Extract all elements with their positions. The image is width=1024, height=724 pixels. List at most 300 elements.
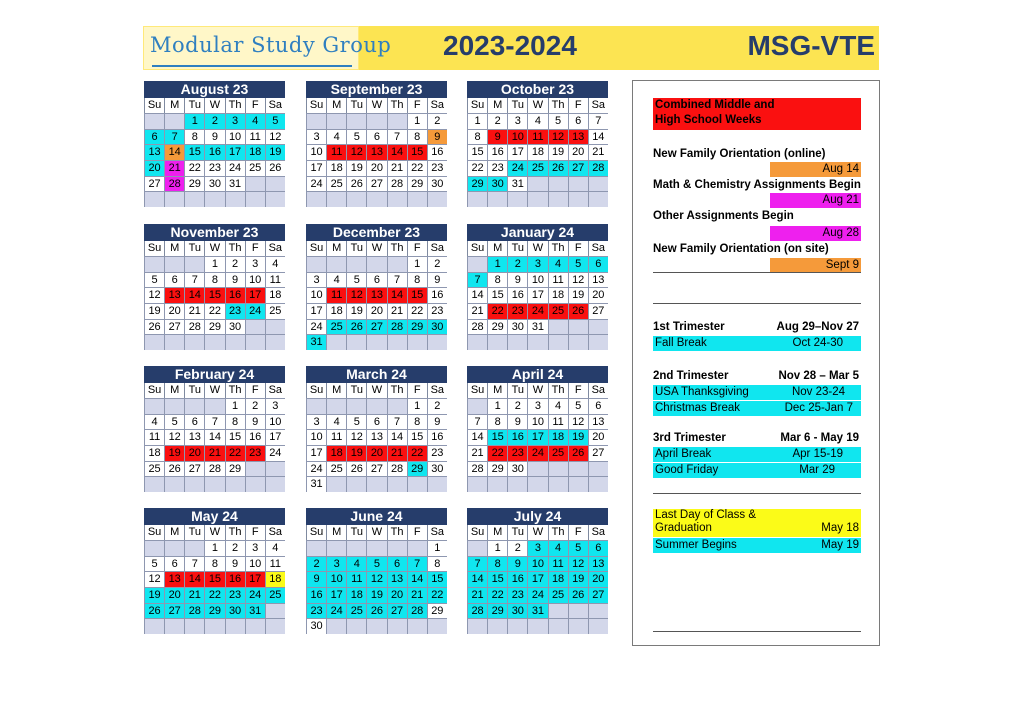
empty-day-cell	[527, 176, 547, 192]
day-cell: 11	[326, 287, 346, 303]
day-cell: 30	[507, 461, 527, 477]
empty-day-cell	[588, 176, 608, 192]
day-cell: 31	[527, 603, 547, 619]
day-cell: 17	[306, 445, 326, 461]
day-cell: 11	[548, 556, 568, 572]
nfo-online-label: New Family Orientation (online)	[653, 148, 826, 160]
day-cell: 7	[164, 129, 184, 145]
day-cell: 18	[265, 287, 285, 303]
day-cell: 11	[326, 429, 346, 445]
day-cell: 21	[184, 587, 204, 603]
day-cell: 9	[245, 414, 265, 430]
day-cell: 29	[184, 176, 204, 192]
day-cell: 18	[144, 445, 164, 461]
day-cell: 10	[507, 129, 527, 145]
day-cell: 22	[204, 587, 224, 603]
day-cell: 15	[407, 144, 427, 160]
empty-day-cell	[346, 191, 366, 207]
day-cell: 27	[164, 603, 184, 619]
month-title: August 23	[144, 81, 285, 98]
day-cell: 1	[427, 540, 447, 556]
day-cell: 13	[164, 287, 184, 303]
last-day-date: May 18	[821, 522, 859, 534]
empty-day-cell	[588, 461, 608, 477]
combined-weeks-label-1: Combined Middle and	[655, 99, 775, 111]
empty-day-cell	[588, 476, 608, 492]
empty-day-cell	[387, 334, 407, 350]
day-cell: 23	[225, 587, 245, 603]
day-cell: 24	[306, 461, 326, 477]
day-cell: 28	[407, 603, 427, 619]
day-cell: 25	[265, 303, 285, 319]
day-cell: 6	[366, 129, 386, 145]
day-cell: 1	[407, 113, 427, 129]
header-banner	[143, 26, 879, 70]
logo-underline	[152, 65, 352, 67]
empty-day-cell	[527, 461, 547, 477]
day-cell: 12	[265, 129, 285, 145]
month-grid	[306, 241, 447, 350]
day-cell: 24	[225, 160, 245, 176]
month-grid	[144, 98, 285, 207]
divider	[653, 493, 861, 494]
day-cell: 18	[346, 587, 366, 603]
day-cell: 9	[306, 571, 326, 587]
empty-day-cell	[346, 398, 366, 414]
divider	[653, 631, 861, 632]
nfo-site-date: Sept 9	[825, 259, 859, 271]
day-cell: 24	[527, 587, 547, 603]
day-cell: 23	[427, 303, 447, 319]
day-cell: 19	[346, 160, 366, 176]
day-cell: 10	[265, 414, 285, 430]
weekday-header: Tu	[184, 241, 204, 256]
day-cell: 14	[588, 129, 608, 145]
day-cell: 6	[588, 540, 608, 556]
empty-day-cell	[467, 256, 487, 272]
day-cell: 27	[588, 587, 608, 603]
day-cell: 12	[568, 414, 588, 430]
day-cell: 20	[588, 571, 608, 587]
day-cell: 5	[164, 414, 184, 430]
logo	[143, 26, 392, 70]
day-cell: 31	[527, 319, 547, 335]
day-cell: 1	[487, 398, 507, 414]
day-cell: 8	[225, 414, 245, 430]
day-cell: 7	[387, 414, 407, 430]
day-cell: 26	[144, 319, 164, 335]
day-cell: 22	[407, 160, 427, 176]
day-cell: 19	[144, 303, 164, 319]
day-cell: 3	[306, 414, 326, 430]
day-cell: 17	[265, 429, 285, 445]
day-cell: 26	[568, 587, 588, 603]
weekday-header: W	[204, 525, 224, 540]
day-cell: 21	[467, 303, 487, 319]
day-cell: 22	[467, 160, 487, 176]
empty-day-cell	[184, 618, 204, 634]
day-cell: 6	[184, 414, 204, 430]
empty-day-cell	[144, 540, 164, 556]
day-cell: 23	[507, 587, 527, 603]
good-friday-bar	[653, 463, 861, 478]
weekday-header: W	[204, 241, 224, 256]
day-cell: 15	[407, 429, 427, 445]
empty-day-cell	[144, 398, 164, 414]
day-cell: 25	[326, 176, 346, 192]
day-cell: 13	[588, 272, 608, 288]
empty-day-cell	[507, 334, 527, 350]
empty-day-cell	[326, 113, 346, 129]
weekday-header: Sa	[588, 241, 608, 256]
day-cell: 18	[326, 160, 346, 176]
empty-day-cell	[527, 476, 547, 492]
day-cell: 18	[245, 144, 265, 160]
day-cell: 19	[346, 303, 366, 319]
month-grid	[144, 383, 285, 492]
day-cell: 11	[265, 556, 285, 572]
day-cell: 1	[407, 256, 427, 272]
day-cell: 7	[407, 556, 427, 572]
nfo-online-date-bar	[770, 162, 861, 177]
empty-day-cell	[164, 191, 184, 207]
day-cell: 15	[467, 144, 487, 160]
day-cell: 7	[204, 414, 224, 430]
day-cell: 18	[548, 571, 568, 587]
day-cell: 13	[164, 571, 184, 587]
day-cell: 6	[568, 113, 588, 129]
combined-weeks-label-2: High School Weeks	[655, 114, 762, 126]
empty-day-cell	[326, 540, 346, 556]
day-cell: 21	[407, 587, 427, 603]
day-cell: 26	[346, 461, 366, 477]
day-cell: 1	[467, 113, 487, 129]
day-cell: 30	[427, 461, 447, 477]
fall-break-label: Fall Break	[655, 337, 707, 349]
day-cell: 8	[487, 556, 507, 572]
day-cell: 10	[245, 556, 265, 572]
day-cell: 24	[245, 587, 265, 603]
weekday-header: W	[204, 98, 224, 113]
day-cell: 9	[507, 272, 527, 288]
weekday-header: Tu	[184, 525, 204, 540]
empty-day-cell	[265, 334, 285, 350]
empty-day-cell	[265, 618, 285, 634]
day-cell: 7	[387, 272, 407, 288]
day-cell: 16	[204, 144, 224, 160]
weekday-header: Th	[548, 383, 568, 398]
empty-day-cell	[407, 618, 427, 634]
day-cell: 26	[366, 603, 386, 619]
day-cell: 4	[265, 540, 285, 556]
day-cell: 22	[487, 303, 507, 319]
day-cell: 31	[306, 476, 326, 492]
empty-day-cell	[204, 618, 224, 634]
day-cell: 20	[366, 445, 386, 461]
empty-day-cell	[245, 461, 265, 477]
trimester-2-dates: Nov 28 – Mar 5	[778, 370, 859, 382]
day-cell: 7	[467, 414, 487, 430]
day-cell: 24	[507, 160, 527, 176]
legend-panel	[632, 80, 880, 646]
empty-day-cell	[568, 319, 588, 335]
empty-day-cell	[265, 176, 285, 192]
month-grid	[306, 383, 447, 492]
other-assignments-label: Other Assignments Begin	[653, 210, 794, 222]
empty-day-cell	[467, 618, 487, 634]
nfo-site-date-bar	[770, 258, 861, 273]
empty-day-cell	[467, 191, 487, 207]
month-title: November 23	[144, 224, 285, 241]
empty-day-cell	[306, 191, 326, 207]
empty-day-cell	[326, 191, 346, 207]
weekday-header: W	[366, 525, 386, 540]
day-cell: 22	[487, 587, 507, 603]
weekday-header: F	[568, 98, 588, 113]
day-cell: 24	[265, 445, 285, 461]
trimester-1-dates: Aug 29–Nov 27	[776, 321, 859, 333]
day-cell: 13	[387, 571, 407, 587]
weekday-header: Sa	[588, 383, 608, 398]
christmas-dates: Dec 25-Jan 7	[784, 402, 853, 414]
day-cell: 21	[467, 445, 487, 461]
day-cell: 29	[407, 176, 427, 192]
empty-day-cell	[144, 334, 164, 350]
empty-day-cell	[265, 476, 285, 492]
day-cell: 18	[326, 445, 346, 461]
day-cell: 5	[265, 113, 285, 129]
empty-day-cell	[184, 334, 204, 350]
day-cell: 2	[306, 556, 326, 572]
day-cell: 13	[588, 414, 608, 430]
math-chem-date-bar	[770, 193, 861, 208]
nfo-online-date: Aug 14	[822, 163, 859, 175]
empty-day-cell	[487, 191, 507, 207]
day-cell: 1	[184, 113, 204, 129]
empty-day-cell	[144, 618, 164, 634]
weekday-header: W	[366, 383, 386, 398]
empty-day-cell	[366, 256, 386, 272]
day-cell: 12	[144, 287, 164, 303]
day-cell: 6	[366, 272, 386, 288]
day-cell: 23	[507, 445, 527, 461]
empty-day-cell	[346, 256, 366, 272]
day-cell: 11	[527, 129, 547, 145]
month-grid	[467, 98, 608, 207]
day-cell: 27	[568, 160, 588, 176]
thanksgiving-dates: Nov 23-24	[791, 386, 845, 398]
day-cell: 13	[366, 287, 386, 303]
day-cell: 21	[588, 144, 608, 160]
empty-day-cell	[467, 398, 487, 414]
day-cell: 23	[204, 160, 224, 176]
empty-day-cell	[144, 113, 164, 129]
day-cell: 10	[527, 556, 547, 572]
empty-day-cell	[427, 476, 447, 492]
empty-day-cell	[467, 540, 487, 556]
day-cell: 2	[507, 256, 527, 272]
weekday-header: Sa	[427, 383, 447, 398]
day-cell: 30	[306, 618, 326, 634]
empty-day-cell	[306, 540, 326, 556]
nfo-site-label: New Family Orientation (on site)	[653, 243, 829, 255]
math-chem-label: Math & Chemistry Assignments Begin	[653, 179, 861, 191]
day-cell: 30	[225, 603, 245, 619]
weekday-header: M	[487, 241, 507, 256]
weekday-header: F	[568, 241, 588, 256]
empty-day-cell	[164, 540, 184, 556]
day-cell: 5	[144, 556, 164, 572]
day-cell: 15	[487, 429, 507, 445]
day-cell: 5	[346, 414, 366, 430]
weekday-header: Tu	[507, 525, 527, 540]
day-cell: 8	[184, 129, 204, 145]
combined-weeks-swatch	[653, 98, 861, 130]
empty-day-cell	[467, 476, 487, 492]
day-cell: 14	[387, 144, 407, 160]
empty-day-cell	[184, 191, 204, 207]
day-cell: 5	[144, 272, 164, 288]
empty-day-cell	[507, 476, 527, 492]
weekday-header: W	[527, 525, 547, 540]
weekday-header: M	[487, 383, 507, 398]
day-cell: 16	[427, 144, 447, 160]
empty-day-cell	[548, 334, 568, 350]
day-cell: 20	[164, 303, 184, 319]
day-cell: 8	[407, 272, 427, 288]
day-cell: 7	[467, 556, 487, 572]
day-cell: 27	[387, 603, 407, 619]
day-cell: 27	[588, 303, 608, 319]
trimester-2-label: 2nd Trimester	[653, 370, 729, 382]
trimester-3-dates: Mar 6 - May 19	[780, 432, 859, 444]
day-cell: 20	[164, 587, 184, 603]
day-cell: 23	[507, 303, 527, 319]
empty-day-cell	[204, 191, 224, 207]
day-cell: 3	[507, 113, 527, 129]
divider	[653, 303, 861, 304]
empty-day-cell	[548, 476, 568, 492]
day-cell: 30	[507, 603, 527, 619]
day-cell: 19	[265, 144, 285, 160]
month-title: January 24	[467, 224, 608, 241]
day-cell: 27	[144, 176, 164, 192]
day-cell: 18	[548, 287, 568, 303]
month-calendar	[306, 508, 447, 634]
day-cell: 24	[306, 176, 326, 192]
empty-day-cell	[346, 618, 366, 634]
day-cell: 31	[507, 176, 527, 192]
day-cell: 7	[588, 113, 608, 129]
weekday-header: Su	[467, 525, 487, 540]
empty-day-cell	[568, 603, 588, 619]
day-cell: 4	[548, 540, 568, 556]
day-cell: 14	[467, 571, 487, 587]
day-cell: 11	[548, 414, 568, 430]
empty-day-cell	[245, 476, 265, 492]
day-cell: 9	[204, 129, 224, 145]
day-cell: 22	[407, 303, 427, 319]
day-cell: 12	[346, 144, 366, 160]
weekday-header: F	[245, 525, 265, 540]
weekday-header: M	[164, 525, 184, 540]
day-cell: 24	[527, 445, 547, 461]
day-cell: 16	[225, 571, 245, 587]
weekday-header: Su	[467, 98, 487, 113]
month-calendar	[467, 508, 608, 634]
weekday-header: Th	[387, 525, 407, 540]
day-cell: 22	[204, 303, 224, 319]
empty-day-cell	[225, 476, 245, 492]
empty-day-cell	[407, 540, 427, 556]
day-cell: 2	[225, 256, 245, 272]
empty-day-cell	[346, 334, 366, 350]
weekday-header: Sa	[588, 525, 608, 540]
day-cell: 28	[184, 319, 204, 335]
day-cell: 2	[487, 113, 507, 129]
day-cell: 2	[245, 398, 265, 414]
day-cell: 25	[326, 461, 346, 477]
day-cell: 15	[487, 571, 507, 587]
day-cell: 31	[225, 176, 245, 192]
weekday-header: F	[245, 241, 265, 256]
day-cell: 17	[507, 144, 527, 160]
school-code: MSG-VTE	[747, 30, 875, 61]
christmas-label: Christmas Break	[655, 402, 740, 414]
empty-day-cell	[346, 540, 366, 556]
empty-day-cell	[326, 334, 346, 350]
good-friday-date: Mar 29	[799, 464, 835, 476]
weekday-header: Sa	[265, 525, 285, 540]
day-cell: 28	[184, 603, 204, 619]
weekday-header: Sa	[427, 241, 447, 256]
day-cell: 29	[487, 319, 507, 335]
day-cell: 29	[225, 461, 245, 477]
day-cell: 19	[346, 445, 366, 461]
day-cell: 24	[306, 319, 326, 335]
empty-day-cell	[527, 618, 547, 634]
weekday-header: Su	[467, 241, 487, 256]
weekday-header: M	[164, 98, 184, 113]
day-cell: 4	[326, 414, 346, 430]
weekday-header: Tu	[184, 98, 204, 113]
month-title: September 23	[306, 81, 447, 98]
day-cell: 23	[225, 303, 245, 319]
day-cell: 9	[427, 129, 447, 145]
trimester-1-label: 1st Trimester	[653, 321, 725, 333]
empty-day-cell	[164, 618, 184, 634]
weekday-header: W	[527, 383, 547, 398]
day-cell: 5	[366, 556, 386, 572]
month-title: February 24	[144, 366, 285, 383]
empty-day-cell	[265, 461, 285, 477]
day-cell: 10	[306, 429, 326, 445]
day-cell: 20	[144, 160, 164, 176]
empty-day-cell	[164, 334, 184, 350]
day-cell: 18	[265, 571, 285, 587]
day-cell: 19	[568, 429, 588, 445]
day-cell: 8	[204, 272, 224, 288]
empty-day-cell	[387, 476, 407, 492]
weekday-header: M	[326, 98, 346, 113]
weekday-header: Tu	[507, 98, 527, 113]
weekday-header: M	[487, 98, 507, 113]
day-cell: 27	[588, 445, 608, 461]
day-cell: 13	[144, 144, 164, 160]
month-grid	[467, 525, 608, 634]
empty-day-cell	[568, 618, 588, 634]
day-cell: 26	[568, 445, 588, 461]
